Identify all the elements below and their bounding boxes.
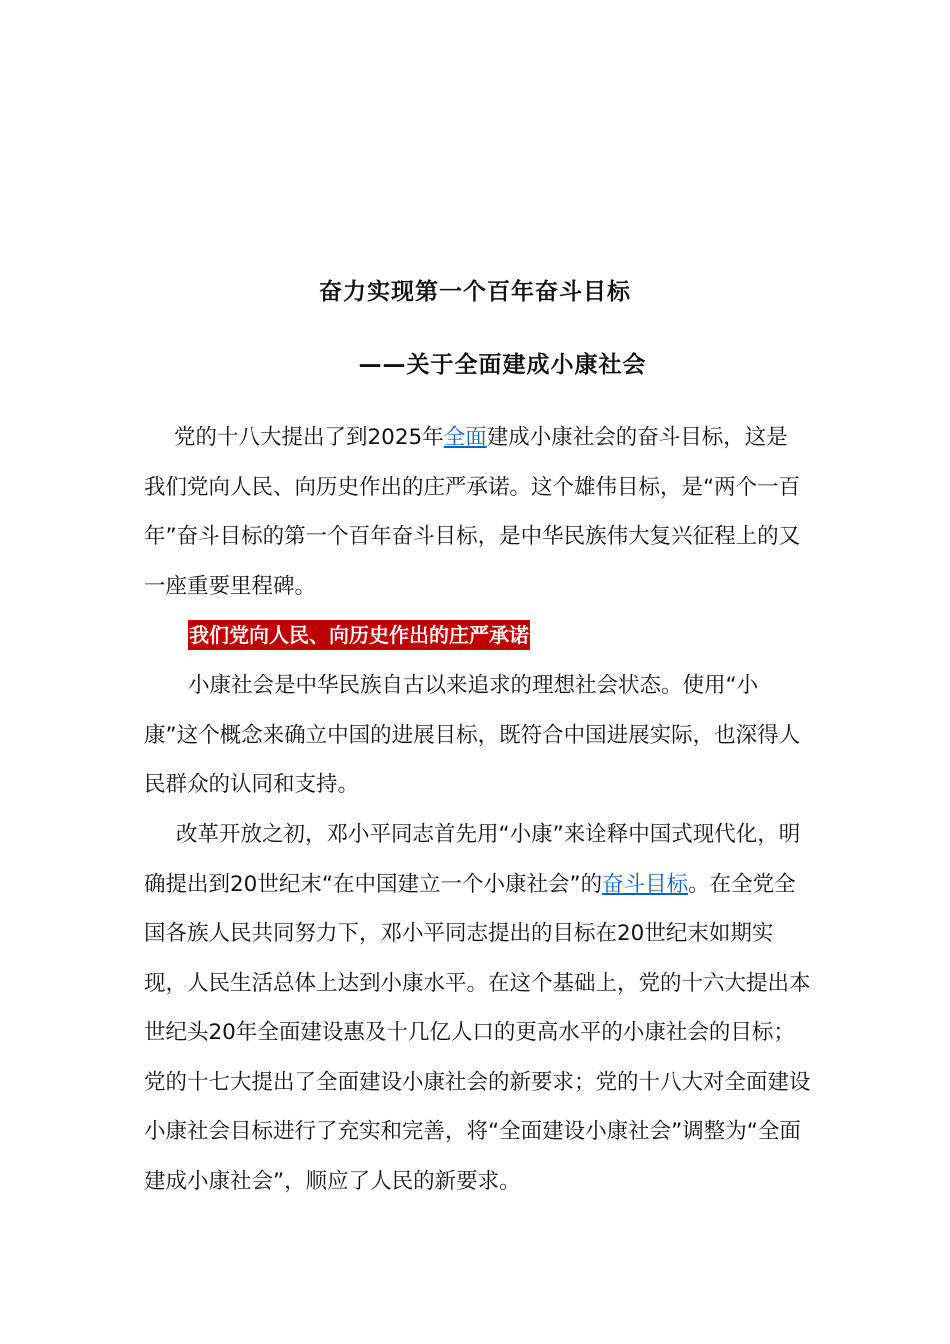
paragraph-reform-text-before: 改革开放之初，邓小平同志首先用“小康”来诠释中国式现代化，明确提出到20世纪末“在中国建立一个小康社会”的 <box>144 822 801 897</box>
link-fendou-mubiao[interactable]: 奋斗目标 <box>602 871 689 897</box>
section-heading-highlight: 我们党向人民、向历史作出的庄严承诺 <box>188 620 530 650</box>
document-subtitle: ——关于全面建成小康社会 <box>358 352 647 378</box>
document-title: 奋力实现第一个百年奋斗目标 <box>319 279 631 305</box>
paragraph-intro <box>144 413 808 611</box>
paragraph-intro-text-before: 党的十八大提出了到2025年 <box>174 425 444 450</box>
paragraph-xiaokang: 小康社会是中华民族自古以来追求的理想社会状态。使用“小康”这个概念来确立中国的进展目标，既符合中国进展实际，也深得人民群众的认同和支持。 <box>144 673 801 797</box>
paragraph-intro-text-after: 建成小康社会的奋斗目标，这是我们党向人民、向历史作出的庄严承诺。这个雄伟目标，是“两个一百年”奋斗目标的第一个百年奋斗目标，是中华民族伟大复兴征程上的又一座重要里程碑。 <box>144 425 801 599</box>
paragraph-reform-text-after: 。在全党全国各族人民共同努力下，邓小平同志提出的目标在20世纪末如期实现，人民生活总体上达到小康水平。在这个基础上，党的十六大提出本世纪头20年全面建设惠及十几亿人口的更高水平的小康社会的目标；党的十七大提出了全面建设小康社会的新要求；党的十八大对全面建设小康社会目标进行了充实和完善，将“全面建设小康社会”调整为“全面建成小康社会”，顺应了人民的新要求。 <box>144 871 811 1194</box>
paragraph-reform <box>144 810 812 1206</box>
link-quanmian[interactable]: 全面 <box>443 425 487 450</box>
